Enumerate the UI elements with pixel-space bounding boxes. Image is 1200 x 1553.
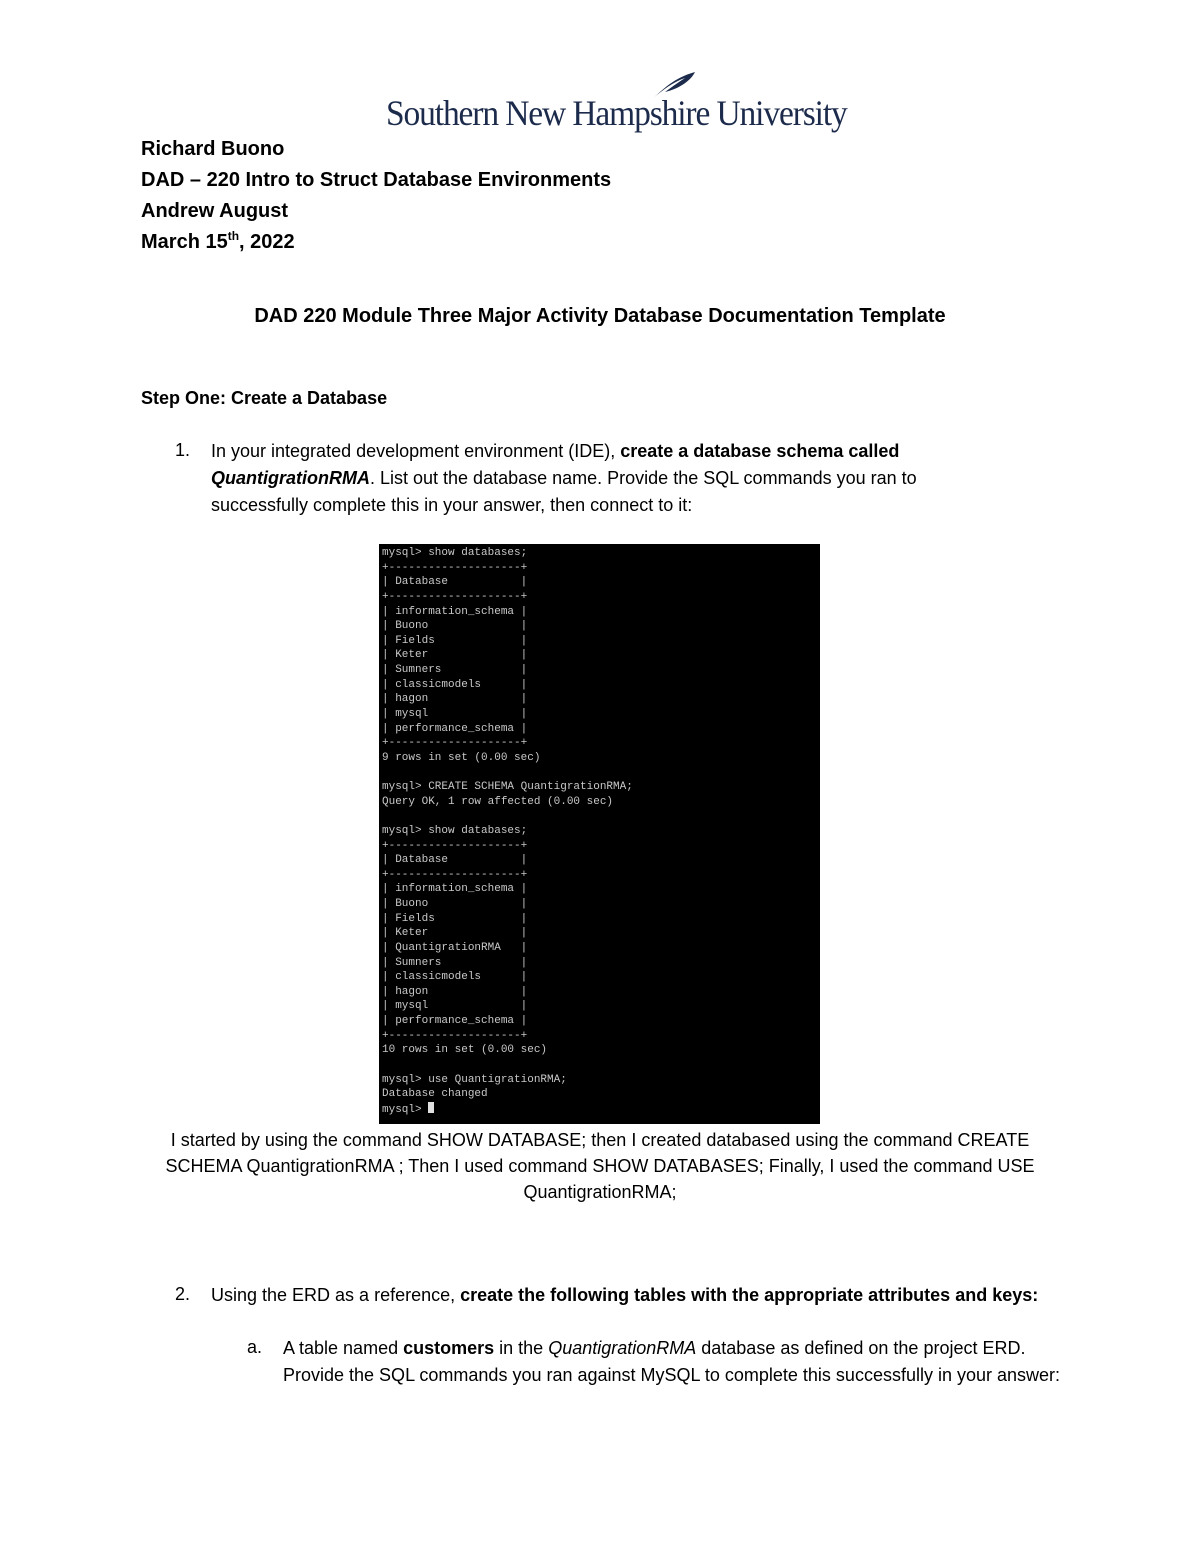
document-title: DAD 220 Module Three Major Activity Database Documentation Template <box>254 305 946 327</box>
terminal-line: | mysql | <box>382 707 528 720</box>
step-one-heading: Step One: Create a Database <box>141 388 388 408</box>
terminal-line: +--------------------+ <box>382 839 528 852</box>
terminal-line: | QuantigrationRMA | <box>382 941 528 954</box>
terminal-line: | performance_schema | <box>382 1015 528 1027</box>
terminal-line: | Buono | <box>382 620 528 633</box>
item-2a-text-e: database as defined on the project ERD. Provide the SQL commands you ran against MySQL to complete this successfully in your answer: <box>283 1338 1061 1385</box>
terminal-line: | Fields | <box>382 634 528 647</box>
item-2-number: 2. <box>175 1284 191 1304</box>
terminal-output <box>379 544 820 1117</box>
terminal-line: | classicmodels | <box>382 971 528 984</box>
terminal-line: 9 rows in set (0.00 sec) <box>382 751 541 764</box>
terminal-line: | hagon | <box>382 693 528 706</box>
terminal-line: mysql> show databases; <box>382 547 528 559</box>
terminal-line: | hagon | <box>382 985 528 998</box>
item-1-text-a: In your integrated development environment (IDE), <box>211 441 621 461</box>
item-1-number: 1. <box>175 440 191 460</box>
terminal-line: | Fields | <box>382 912 528 925</box>
item-2a-table-name: customers <box>403 1338 495 1358</box>
instructor-name: Andrew August <box>141 200 289 222</box>
terminal-line: | information_schema | <box>382 883 528 896</box>
terminal-line: | Sumners | <box>382 956 528 969</box>
terminal-line: +--------------------+ <box>382 868 528 881</box>
item-2a-schema-name: QuantigrationRMA <box>548 1338 697 1358</box>
terminal-line: | Keter | <box>382 649 528 662</box>
item-1-text <box>211 438 1011 519</box>
author-name: Richard Buono <box>141 138 285 160</box>
date-month: March 15 <box>141 231 228 253</box>
date-suffix: th <box>227 229 240 243</box>
terminal-line: +--------------------+ <box>382 590 528 603</box>
logo-wordmark: Southern New Hampshire University <box>386 93 847 133</box>
terminal-line: mysql> show databases; <box>382 824 528 837</box>
date-year: , 2022 <box>239 231 295 253</box>
terminal-line: | Sumners | <box>382 664 528 676</box>
terminal-line: Query OK, 1 row affected (0.00 sec) <box>382 795 614 808</box>
item-2a-letter: a. <box>247 1337 263 1357</box>
item-2-text-b: create the following tables with the appropriate attributes and keys: <box>460 1285 1039 1305</box>
terminal-line: +--------------------+ <box>382 737 528 750</box>
terminal-line: | performance_schema | <box>382 722 528 735</box>
terminal-line: | Buono | <box>382 898 528 910</box>
terminal-line: mysql> <box>382 1103 429 1116</box>
item-1-text-b: create a database schema called <box>620 441 900 461</box>
terminal-line: | Database | <box>382 854 528 867</box>
course-name: DAD – 220 Intro to Struct Database Environments <box>141 169 612 191</box>
terminal-line: 10 rows in set (0.00 sec) <box>382 1044 548 1057</box>
terminal-line: | mysql | <box>382 1000 528 1013</box>
item-2a-text <box>283 1335 1063 1389</box>
terminal-line: mysql> use QuantigrationRMA; <box>382 1073 567 1086</box>
item-1-text-d: . List out the database name. Provide the SQL commands you ran to successfully complete this in your answer, then connect to it: <box>211 468 917 515</box>
terminal-line: +--------------------+ <box>382 1029 528 1042</box>
item-2a-text-c: in the <box>494 1338 549 1358</box>
document-date <box>141 230 295 254</box>
item-2-text-a: Using the ERD as a reference, <box>211 1285 461 1305</box>
terminal-screenshot <box>379 544 820 1124</box>
step-one-summary: I started by using the command SHOW DATABASE; then I created databased using the command CREATE SCHEMA QuantigrationRMA ; Then I used command SHOW DATABASES; Finally, I used the command USE QuantigrationRMA; <box>165 1130 1035 1202</box>
terminal-line: | Keter | <box>382 927 528 940</box>
terminal-line: Database changed <box>382 1088 488 1101</box>
terminal-cursor <box>428 1102 434 1113</box>
university-logo <box>386 70 847 136</box>
terminal-line: mysql> CREATE SCHEMA QuantigrationRMA; <box>382 781 633 793</box>
item-1-schema-name: QuantigrationRMA <box>211 468 370 488</box>
item-2-text <box>211 1282 1051 1309</box>
item-2a-text-a: A table named <box>283 1338 404 1358</box>
terminal-line: | information_schema | <box>382 605 528 618</box>
terminal-line: | classicmodels | <box>382 678 528 691</box>
terminal-line: +--------------------+ <box>382 561 528 574</box>
terminal-line: | Database | <box>382 576 528 589</box>
